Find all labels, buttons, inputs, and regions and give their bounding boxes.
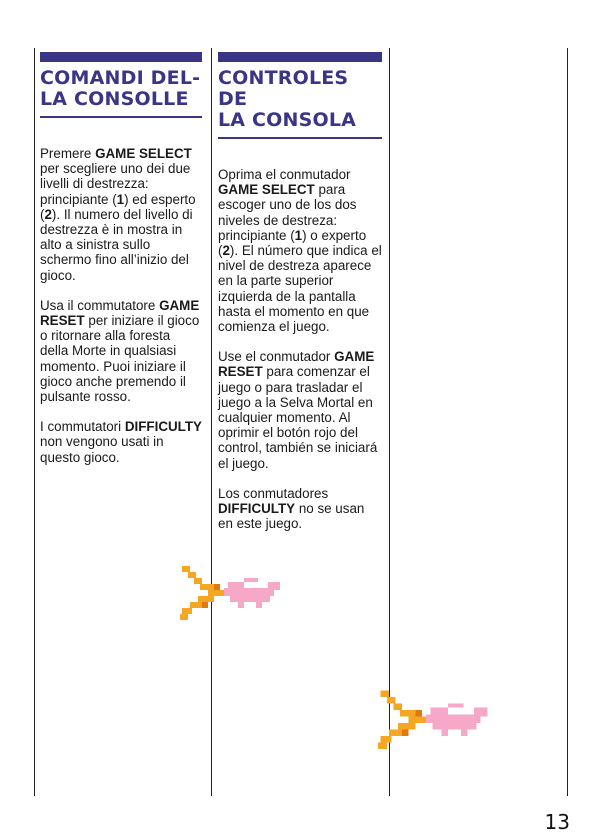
- page-number: 13: [544, 810, 570, 834]
- switch-name: DIFFICULTY: [124, 419, 202, 435]
- heading-line: COMANDI DEL-: [40, 67, 201, 89]
- heading-line: LA CONSOLA: [218, 109, 357, 131]
- column-rule-left: [34, 48, 35, 796]
- creature-sprite-icon: [178, 566, 288, 626]
- spanish-column: [218, 52, 382, 531]
- paragraph-difficulty: I commutatori DIFFICULTY non vengono usati in questo gioco.: [40, 419, 202, 465]
- switch-name: GAME RESET: [40, 297, 200, 329]
- switch-name: GAME SELECT: [218, 182, 315, 198]
- column-rule-middle: [211, 48, 212, 796]
- paragraph-game-reset: Use el conmutador GAME RESET para comenzar el juego o para trasladar el juego a la Selva Mortal en cualquier momento. Al oprimir el botón rojo del control, también se iniciará el juego.: [218, 349, 378, 471]
- heading-underline: [218, 137, 382, 139]
- heading-bar: [218, 52, 382, 62]
- heading-line: LA CONSOLLE: [40, 88, 189, 110]
- heading-underline: [40, 116, 202, 118]
- section-heading: [40, 68, 202, 112]
- heading-line: CONTROLES DE: [218, 67, 349, 110]
- heading-bar: [40, 52, 202, 62]
- section-heading: [218, 68, 382, 133]
- paragraph-game-reset: Usa il commutatore GAME RESET per iniziare il gioco o ritornare alla foresta della Morte in qualsiasi momento. Puoi iniziare il gioco anche premendo il pulsante rosso.: [40, 297, 200, 405]
- italian-column: [40, 52, 202, 465]
- switch-name: GAME SELECT: [95, 146, 192, 161]
- paragraph-game-select: Oprima el conmutador GAME SELECT para escoger uno de los dos niveles de destreza: principiante (1) o experto (2). El número que indica el nivel de destreza aparece en la parte superior izquierda de la pantalla hasta el momento en que comienza el juego.: [218, 167, 382, 335]
- switch-name: DIFFICULTY: [218, 501, 296, 517]
- column-rule-right-2: [567, 48, 568, 796]
- paragraph-game-select: Premere GAME SELECT per scegliere uno dei due livelli di destrezza: principiante (1) ed esperto (2). Il numero del livello di destrezza è in mostra in alto a sinistra sullo schermo fino all’inizio del gioco.: [40, 146, 196, 283]
- switch-name: GAME RESET: [218, 349, 375, 380]
- column-rule-right-1: [389, 48, 390, 796]
- creature-sprite-icon: [376, 690, 496, 756]
- paragraph-difficulty: Los conmutadores DIFFICULTY no se usan en este juego.: [218, 485, 365, 532]
